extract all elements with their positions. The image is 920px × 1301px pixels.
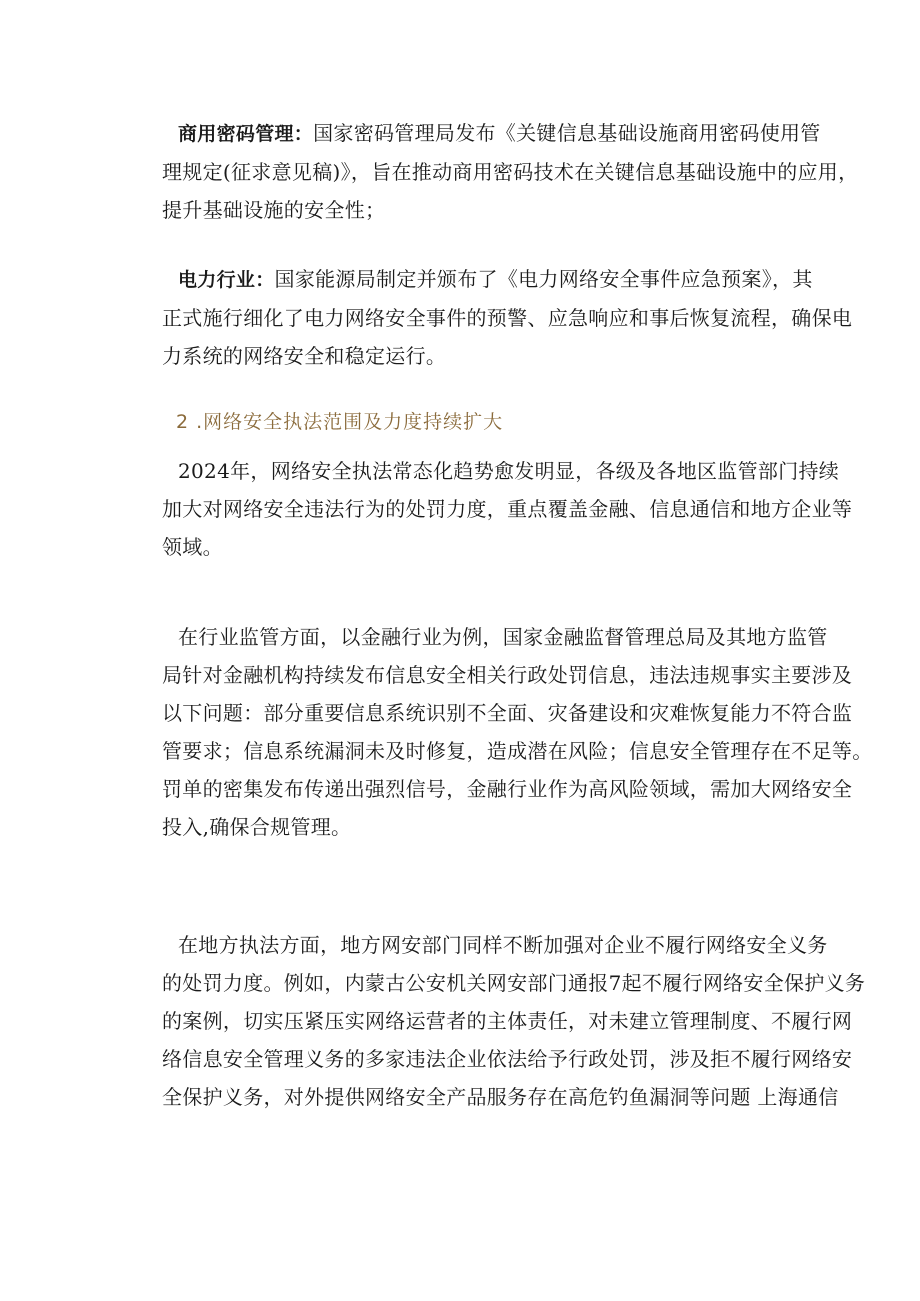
paragraph-line: 商用密码管理：国家密码管理局发布《关键信息基础设施商用密码使用管	[178, 121, 821, 145]
paragraph-local-enforcement	[162, 926, 866, 1116]
paragraph-line: 管要求；信息系统漏洞未及时修复，造成潜在风险；信息安全管理存在不足等。	[162, 739, 873, 763]
paragraph-line: 的处罚力度。例如，内蒙古公安机关网安部门通报7起不履行网络安全保护义务	[162, 971, 866, 995]
paragraph-line: 加大对网络安全违法行为的处罚力度，重点覆盖金融、信息通信和地方企业等	[162, 497, 853, 521]
paragraph-lead: 电力行业：	[178, 269, 275, 291]
paragraph-line: 理规定(征求意见稿)》，旨在推动商用密码技术在关键信息基础设施中的应用，	[162, 160, 859, 184]
paragraph-power-industry	[162, 260, 853, 375]
paragraph-line: 以下问题：部分重要信息系统识别不全面、灾备建设和灾难恢复能力不符合监	[162, 701, 853, 725]
paragraph-line: 在地方执法方面，地方网安部门同样不断加强对企业不履行网络安全义务	[178, 933, 828, 957]
paragraph-line: 提升基础设施的安全性；	[162, 198, 386, 222]
paragraph-line: 络信息安全管理义务的多家违法企业依法给予行政处罚，涉及拒不履行网络安	[162, 1047, 853, 1071]
paragraph-line: 罚单的密集发布传递出强烈信号，金融行业作为高风险领域，需加大网络安全	[162, 777, 853, 801]
paragraph-line: 领域。	[162, 535, 223, 559]
paragraph-enforcement-2024	[162, 452, 853, 566]
paragraph-industry-supervision	[162, 618, 873, 846]
section-heading: 2 .网络安全执法范围及力度持续扩大	[176, 411, 504, 433]
paragraph-commercial-crypto	[162, 114, 859, 229]
paragraph-line: 力系统的网络安全和稳定运行。	[162, 344, 447, 368]
paragraph-line: 2024年，网络安全执法常态化趋势愈发明显，各级及各地区监管部门持续	[178, 459, 840, 483]
paragraph-line: 在行业监管方面，以金融行业为例，国家金融监督管理总局及其地方监管	[178, 625, 828, 649]
paragraph-lead: 商用密码管理：	[178, 123, 314, 145]
paragraph-line: 投入,确保合规管理。	[162, 815, 352, 839]
paragraph-line: 电力行业：国家能源局制定并颁布了《电力网络安全事件应急预案》，其	[178, 267, 813, 291]
paragraph-line: 全保护义务，对外提供网络安全产品服务存在高危钓鱼漏洞等问题 上海通信	[162, 1085, 839, 1109]
paragraph-line: 的案例，切实压紧压实网络运营者的主体责任，对未建立管理制度、不履行网	[162, 1009, 853, 1033]
paragraph-line: 局针对金融机构持续发布信息安全相关行政处罚信息，违法违规事实主要涉及	[162, 663, 853, 687]
paragraph-line: 正式施行细化了电力网络安全事件的预警、应急响应和事后恢复流程，确保电	[162, 306, 853, 330]
